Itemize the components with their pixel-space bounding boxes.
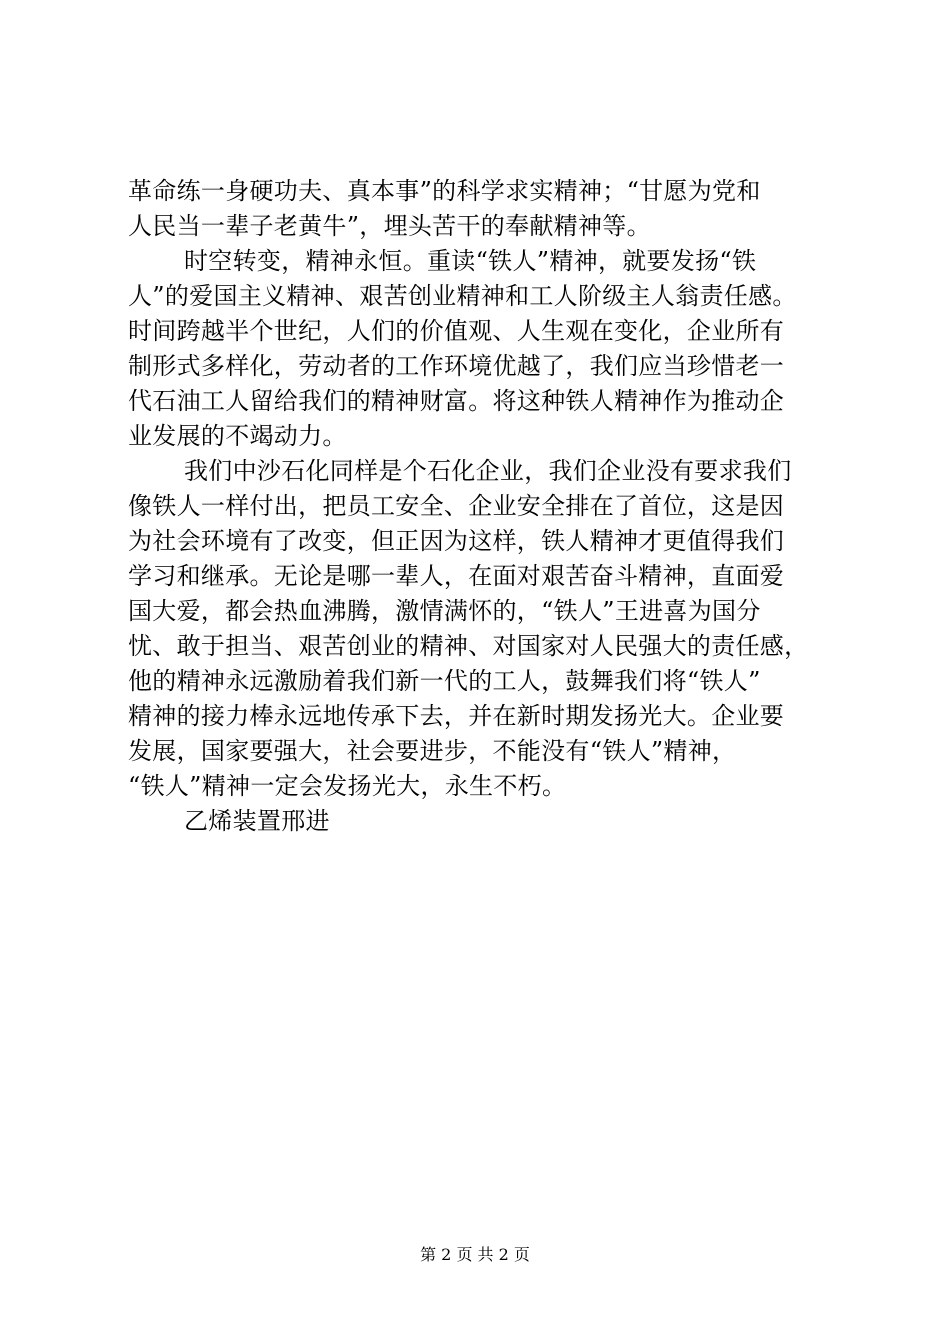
- text-line: 人”的爱国主义精神、艰苦创业精神和工人阶级主人翁责任感。: [128, 282, 797, 310]
- text-line: 学习和继承。无论是哪一辈人，在面对艰苦奋斗精神，直面爱: [128, 562, 785, 590]
- document-body: [128, 174, 828, 839]
- text-line: 发展，国家要强大，社会要进步，不能没有“铁人”精神，: [128, 737, 737, 765]
- text-line: 我们中沙石化同样是个石化企业，我们企业没有要求我们: [184, 457, 792, 485]
- text-line: 革命练一身硬功夫、真本事”的科学求实精神；“甘愿为党和: [128, 177, 761, 205]
- text-line: “铁人”精神一定会发扬光大，永生不朽。: [128, 772, 567, 800]
- text-line: 忧、敢于担当、艰苦创业的精神、对国家对人民强大的责任感，: [128, 632, 809, 660]
- text-line: 为社会环境有了改变，但正因为这样，铁人精神才更值得我们: [128, 527, 785, 555]
- page-footer: 第 2 页 共 2 页: [420, 1245, 530, 1264]
- text-line: 业发展的不竭动力。: [128, 422, 347, 450]
- text-line: 人民当一辈子老黄牛”，埋头苦干的奉献精神等。: [128, 212, 651, 240]
- text-line: 时间跨越半个世纪，人们的价值观、人生观在变化，企业所有: [128, 317, 785, 345]
- text-line: 像铁人一样付出，把员工安全、企业安全排在了首位，这是因: [128, 492, 785, 520]
- text-line: 代石油工人留给我们的精神财富。将这种铁人精神作为推动企: [128, 387, 785, 415]
- text-line: 他的精神永远激励着我们新一代的工人，鼓舞我们将“铁人”: [128, 667, 761, 695]
- text-line: 精神的接力棒永远地传承下去，并在新时期发扬光大。企业要: [128, 702, 785, 730]
- text-line: 制形式多样化，劳动者的工作环境优越了，我们应当珍惜老一: [128, 352, 785, 380]
- text-line: 国大爱，都会热血沸腾，激情满怀的，“铁人”王进喜为国分: [128, 597, 761, 625]
- text-line: 时空转变，精神永恒。重读“铁人”精神，就要发扬“铁: [184, 247, 757, 275]
- text-line: 乙烯装置邢进: [184, 807, 330, 835]
